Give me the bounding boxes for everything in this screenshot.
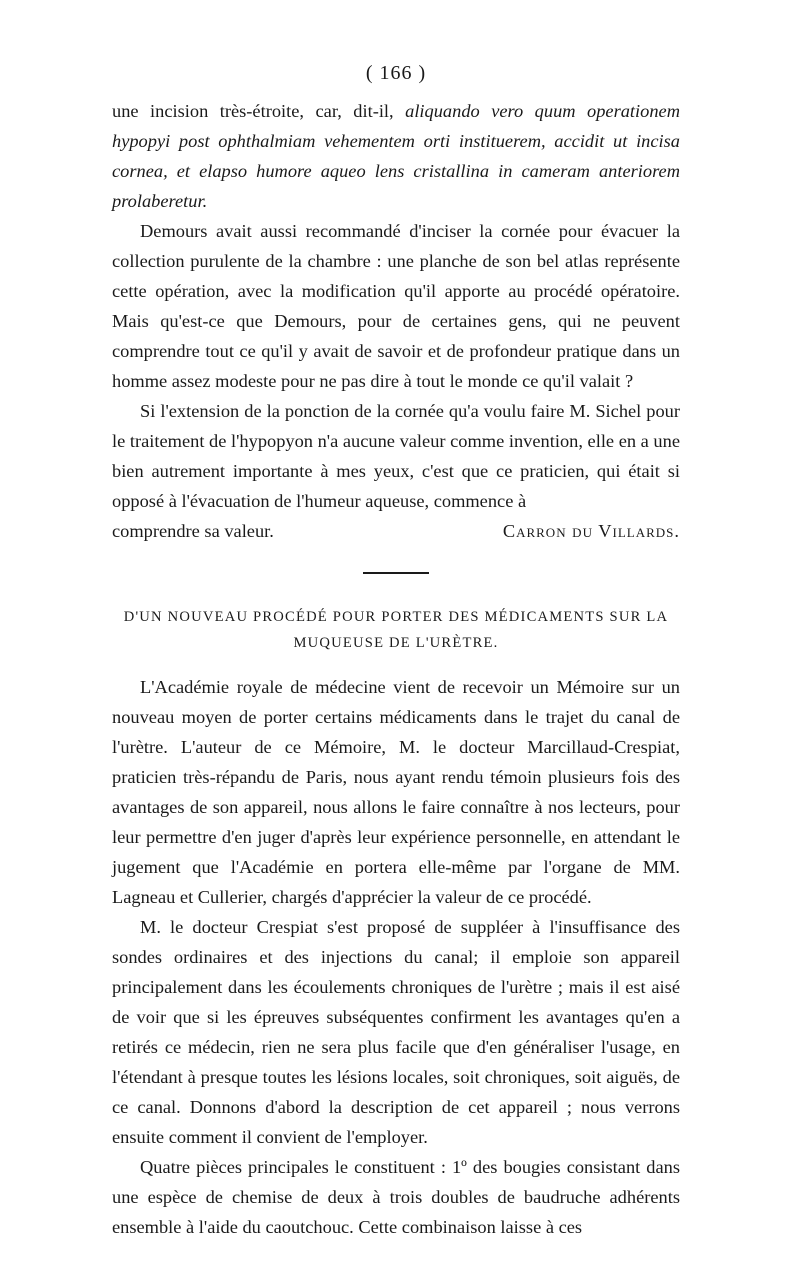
document-page [112,58,680,1242]
paragraph-sichel: Si l'extension de la ponction de la cornée qu'a voulu faire M. Sichel pour le traitement de l'hypopyon n'a aucune valeur comme invention, elle en a une bien autrement importante à mes yeux, c'est que ce praticien, qui était si opposé à l'évacuation de l'humeur aqueuse, commence à [112,401,680,511]
paragraph-sichel-end: comprendre sa valeur. [112,521,274,541]
intro-paragraph [112,96,680,216]
paragraph-demours: Demours avait aussi recommandé d'inciser la cornée pour évacuer la collection purulente de la chambre : une planche de son bel atlas représente cette opération, avec la modification qu'il apporte au procédé opératoire. Mais qu'est-ce que Demours, pour de certaines gens, qui ne peuvent comprendre tout ce qu'il y avait de savoir et de profondeur pratique dans un homme assez modeste pour ne pas dire à tout le monde ce qu'il valait ? [112,221,680,391]
paragraph-academie: L'Académie royale de médecine vient de recevoir un Mémoire sur un nouveau moyen de porter certains médicaments dans le trajet du canal de l'urètre. L'auteur de ce Mémoire, M. le docteur Marcillaud-Crespiat, praticien très-répandu de Paris, nous ayant rendu témoin plusieurs fois des avantages de son appareil, nous allons le faire connaître à nos lecteurs, pour leur permettre d'en juger d'après leur expérience personnelle, en attendant le jugement que l'Académie en portera elle-même par l'organe de MM. Lagneau et Cullerier, chargés d'apprécier la valeur de ce procédé. [112,677,680,907]
signature-line [112,516,680,546]
page-number: ( 166 ) [365,62,427,84]
section-title: D'UN NOUVEAU PROCÉDÉ POUR PORTER DES MÉDICAMENTS SUR LA MUQUEUSE DE L'URÈTRE. [123,609,669,651]
latin-quotation: aliquando vero quum operationem hypopyi post ophthalmiam vehementem orti instituerem, accidit ut incisa cornea, et elapso humore aqueo lens cristallina in cameram anteriorem prolaberetur. [112,101,680,211]
paragraph-crespiat: M. le docteur Crespiat s'est proposé de suppléer à l'insuffisance des sondes ordinaires et des injections du canal; il emploie son appareil principalement dans les écoulements chroniques de l'urètre ; mais il est aisé de voir que si les épreuves subséquentes confirment les avantages qu'en a retirés ce médecin, rien ne sera plus facile que d'en généraliser l'usage, en l'étendant à presque toutes les lésions locales, soit chroniques, soit aiguës, de ce canal. Donnons d'abord la description de cet appareil ; nous verrons ensuite comment il convient de l'employer. [112,917,680,1147]
paragraph-quatre-pieces: Quatre pièces principales le constituent : 1º des bougies consistant dans une espèce de chemise de deux à trois doubles de baudruche adhérents ensemble à l'aide du caoutchouc. Cette combinaison laisse à ces [112,1157,680,1237]
section-divider [363,572,429,574]
author-signature: Carron du Villards. [502,521,680,541]
intro-lead-text: une incision très-étroite, car, dit-il, [112,101,394,121]
